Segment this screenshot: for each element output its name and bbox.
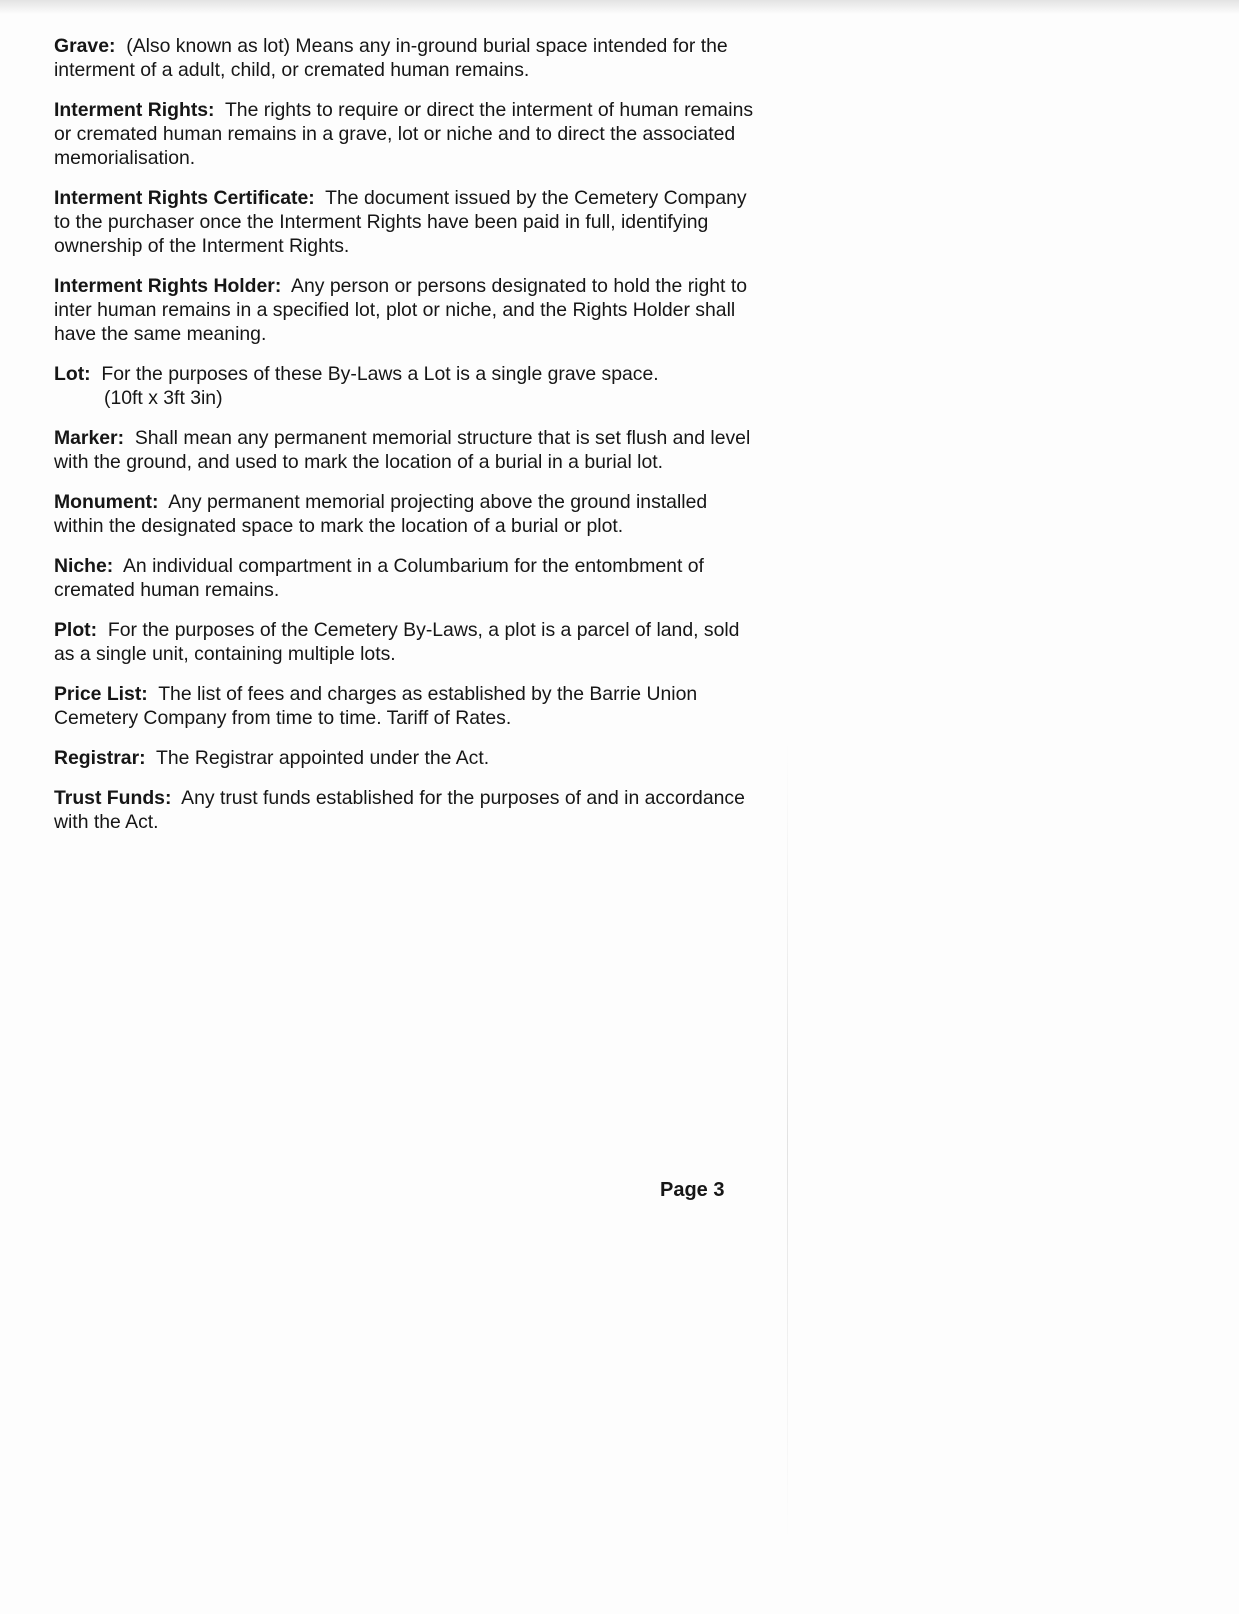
definition-term: Lot: — [54, 363, 91, 385]
definition-interment-rights-holder — [54, 274, 759, 346]
definition-text: Any permanent memorial projecting above the ground installed within the designated space to mark the location of a burial or plot. — [54, 491, 708, 537]
definition-term: Niche: — [54, 555, 114, 577]
definition-text: Any person or persons designated to hold the right to inter human remains in a specified lot, plot or niche, and the Rights Holder shall have the same meaning. — [54, 275, 748, 345]
definition-text: For the purposes of the Cemetery By-Laws, a plot is a parcel of land, sold as a single unit, containing multiple lots. — [54, 619, 740, 665]
definition-interment-rights-certificate — [54, 186, 759, 258]
definition-trust-funds — [54, 786, 759, 834]
definition-text: Any trust funds established for the purposes of and in accordance with the Act. — [54, 787, 745, 833]
definition-term: Interment Rights Certificate: — [54, 187, 315, 209]
definition-niche — [54, 554, 759, 602]
definition-text: For the purposes of these By-Laws a Lot is a single grave space. — [101, 363, 659, 385]
lot-dimensions: (10ft x 3ft 3in) — [104, 387, 223, 409]
definition-grave — [54, 34, 759, 82]
definition-term: Interment Rights: — [54, 99, 215, 121]
definition-monument — [54, 490, 759, 538]
definition-text: An individual compartment in a Columbarium for the entombment of cremated human remains. — [54, 555, 704, 601]
definition-term: Interment Rights Holder: — [54, 275, 282, 297]
definition-term: Plot: — [54, 619, 98, 641]
definition-plot — [54, 618, 759, 666]
page-number: Page 3 — [660, 1179, 725, 1201]
definition-text: The list of fees and charges as established by the Barrie Union Cemetery Company from time to time. Tariff of Rates. — [54, 683, 698, 729]
definition-term: Trust Funds: — [54, 787, 172, 809]
definitions-list — [54, 34, 759, 850]
definition-interment-rights — [54, 98, 759, 170]
definition-term: Marker: — [54, 427, 125, 449]
definition-text: (Also known as lot) Means any in-ground burial space intended for the interment of a adult, child, or cremated human remains. — [54, 35, 728, 81]
definition-text: The rights to require or direct the interment of human remains or cremated human remains in a grave, lot or niche and to direct the associated memorialisation. — [54, 99, 754, 169]
definition-text: The document issued by the Cemetery Company to the purchaser once the Interment Rights have been paid in full, identifying ownership of the Interment Rights. — [54, 187, 747, 257]
scan-top-shadow — [0, 0, 1239, 14]
definition-registrar — [54, 746, 759, 770]
definition-marker — [54, 426, 759, 474]
definition-term: Price List: — [54, 683, 148, 705]
definition-text: The Registrar appointed under the Act. — [156, 747, 490, 769]
definition-term: Monument: — [54, 491, 159, 513]
definition-text: Shall mean any permanent memorial structure that is set flush and level with the ground, and used to mark the location of a burial in a burial lot. — [54, 427, 751, 473]
definition-lot — [54, 362, 759, 410]
definition-term: Registrar: — [54, 747, 146, 769]
definition-term: Grave: — [54, 35, 116, 57]
scan-fold-line — [787, 740, 788, 1540]
definition-price-list — [54, 682, 759, 730]
